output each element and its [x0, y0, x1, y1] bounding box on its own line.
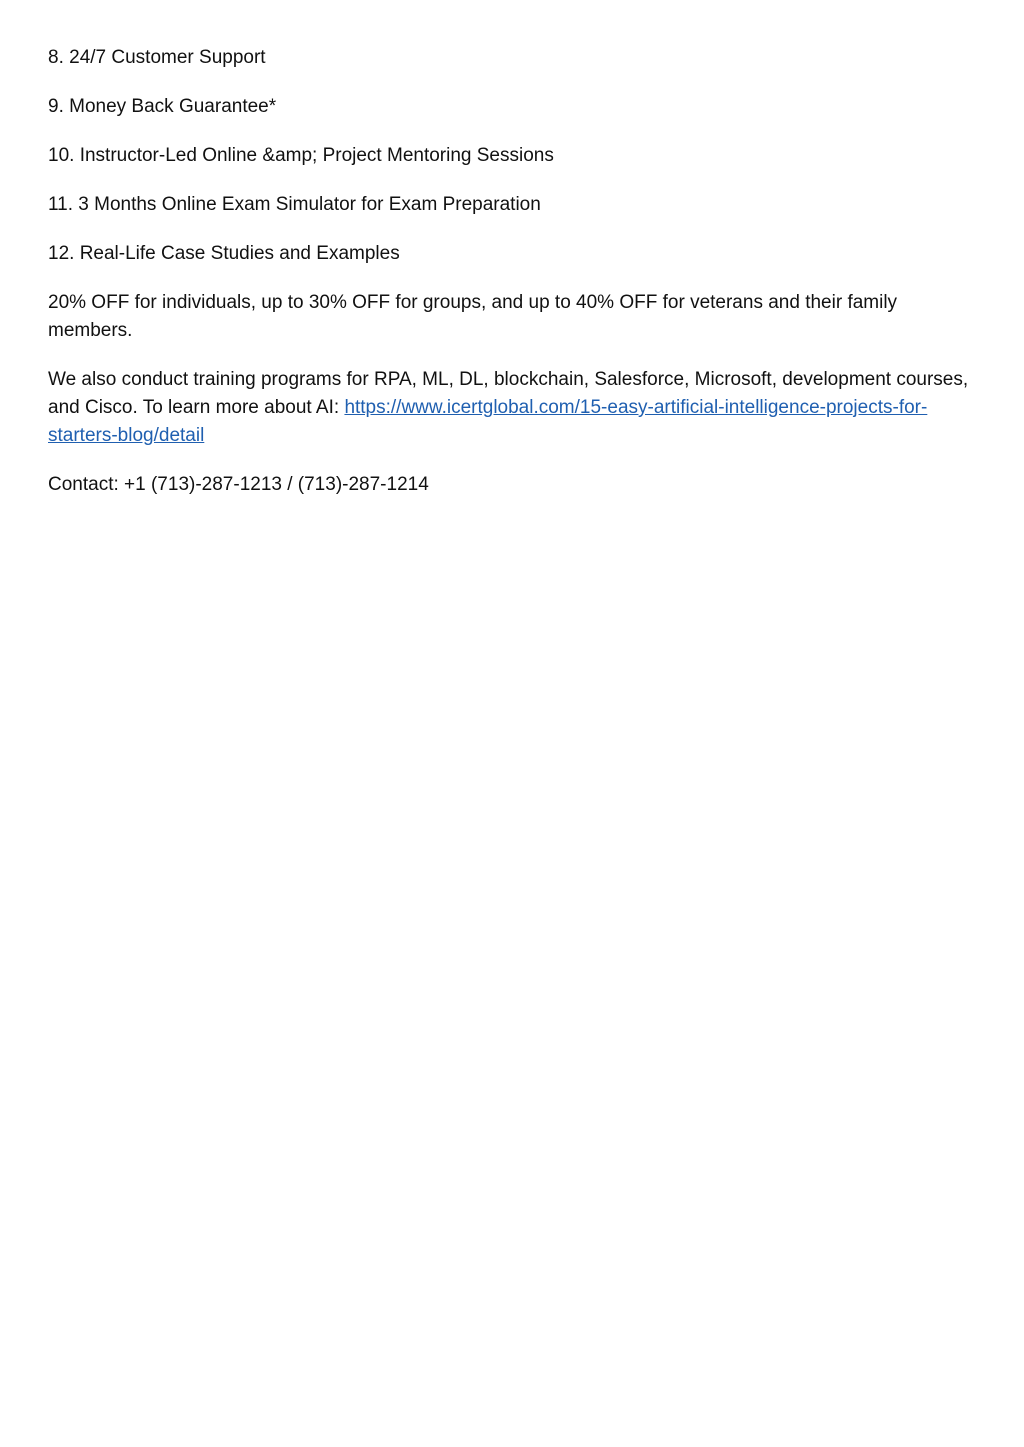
- training-text: We also conduct training programs for RPA, ML, DL, blockchain, Salesforce, Microsoft, development courses, and Cisco. To learn more about AI:: [48, 369, 969, 418]
- ai-article-link[interactable]: https://www.icertglobal.com/15-easy-artificial-intelligence-projects-for-starters-blog/detail: [48, 397, 928, 446]
- discount-paragraph: 20% OFF for individuals, up to 30% OFF for groups, and up to 40% OFF for veterans and their family members.: [48, 292, 898, 341]
- contact-paragraph: Contact: +1 (713)-287-1213 / (713)-287-1214: [48, 474, 429, 495]
- list-item-customer-support: 8. 24/7 Customer Support: [48, 47, 266, 68]
- document-page: [48, 44, 983, 520]
- list-item-money-back: 9. Money Back Guarantee*: [48, 96, 277, 117]
- list-item-exam-simulator: 11. 3 Months Online Exam Simulator for Exam Preparation: [48, 194, 541, 215]
- list-item-case-studies: 12. Real-Life Case Studies and Examples: [48, 243, 400, 264]
- list-item-instructor-led: 10. Instructor-Led Online &amp; Project Mentoring Sessions: [48, 145, 554, 166]
- training-paragraph: [48, 366, 983, 450]
